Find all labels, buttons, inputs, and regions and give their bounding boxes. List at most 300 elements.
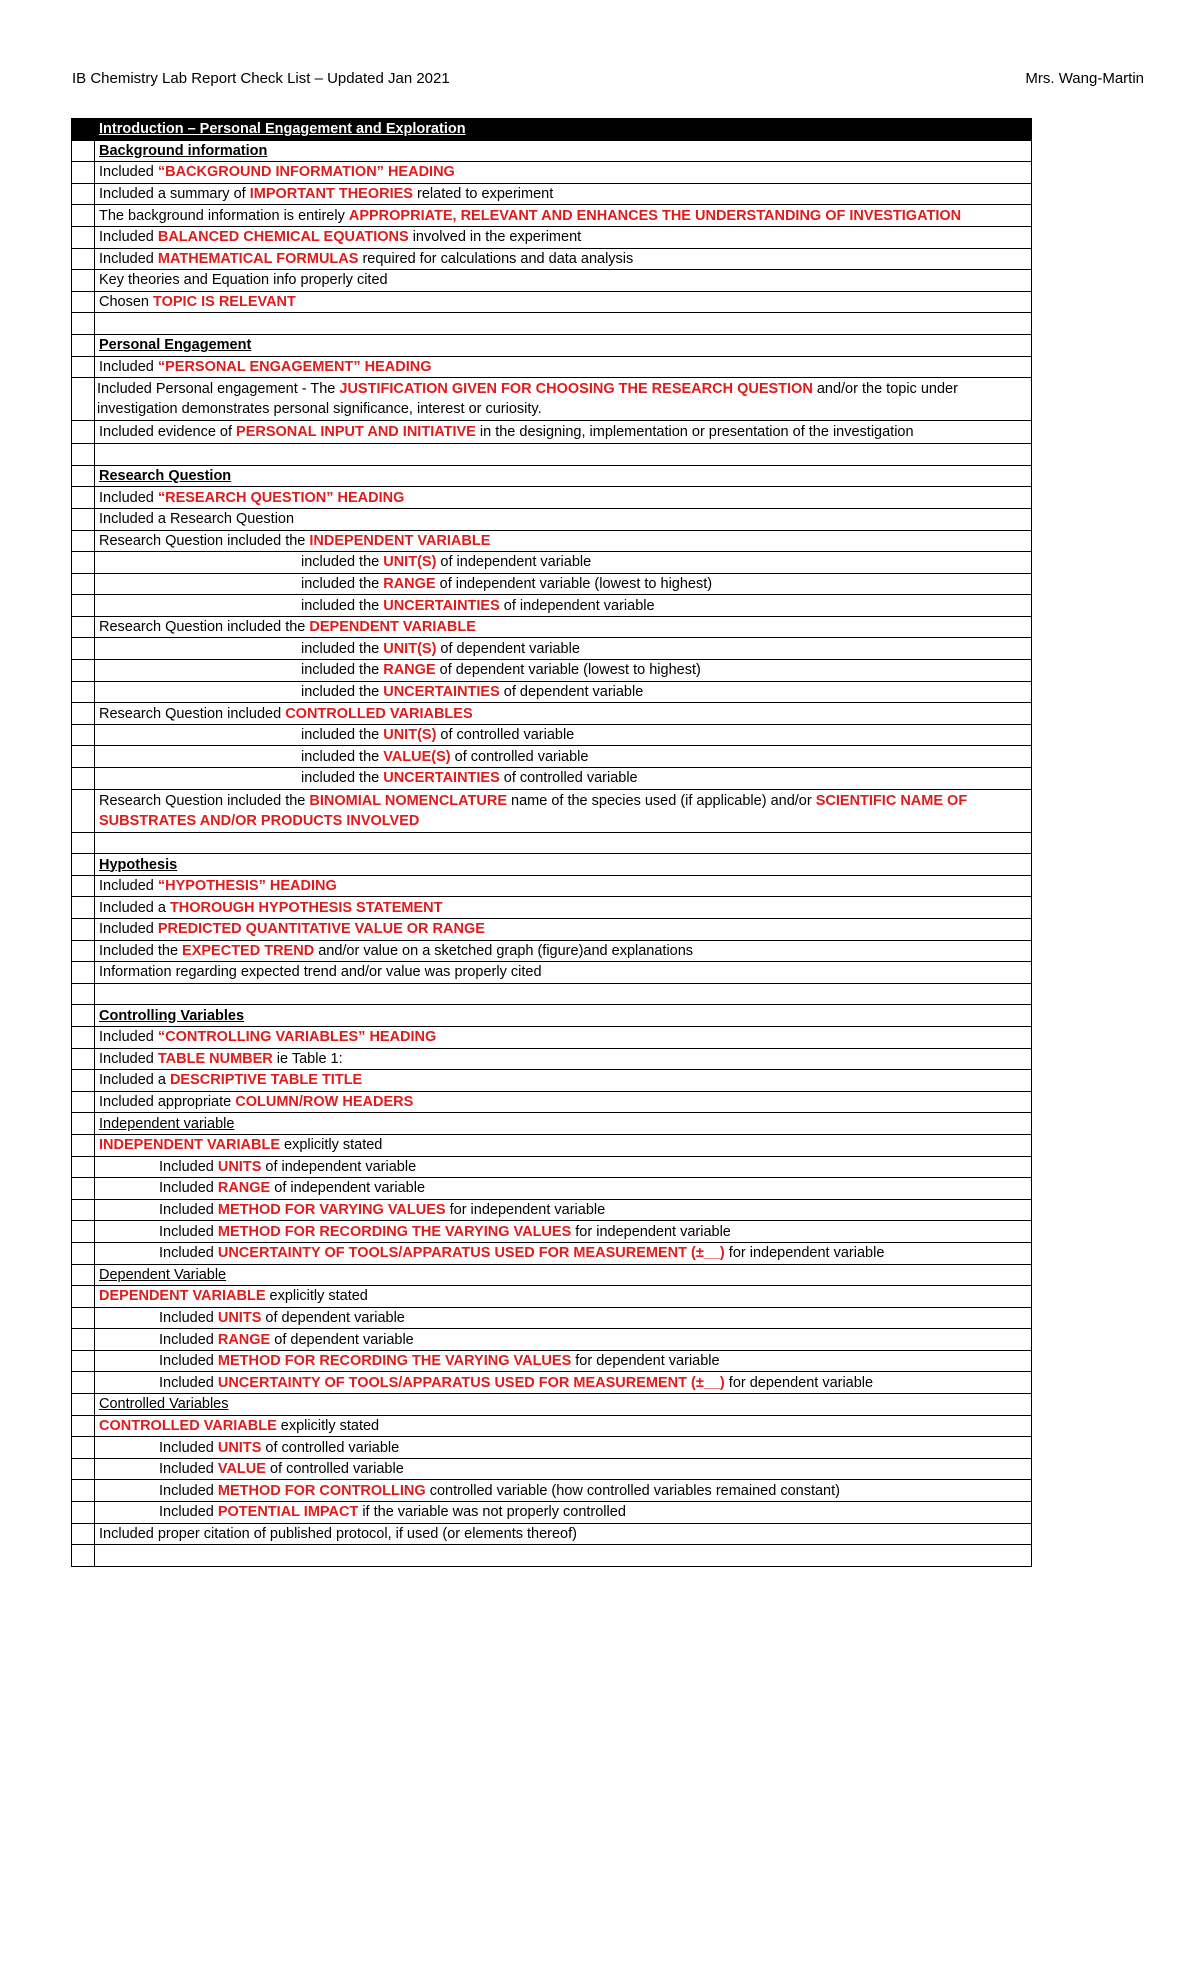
item-text: [95, 205, 1032, 227]
checkbox-cell[interactable]: [72, 789, 95, 832]
item-text: [95, 552, 1032, 574]
item-text-part: included the: [301, 770, 384, 787]
checklist-row: [72, 1156, 1032, 1178]
highlight-text: DESCRIPTIVE TABLE TITLE: [169, 1072, 363, 1089]
item-text-part: Included: [159, 1223, 218, 1240]
checklist-row: [72, 1048, 1032, 1070]
highlight-text: UNCERTAINTIES: [383, 683, 500, 700]
highlight-text: CONTROLLED VARIABLE: [99, 1417, 277, 1434]
checkbox-cell[interactable]: [72, 334, 95, 356]
checkbox-cell[interactable]: [72, 270, 95, 292]
item-text-part: of dependent variable: [499, 683, 644, 700]
checklist-table: [71, 118, 1032, 1567]
checklist-row: [72, 875, 1032, 897]
checklist-row: [72, 1178, 1032, 1200]
highlight-text: MATHEMATICAL FORMULAS: [157, 250, 359, 267]
item-text-part: explicitly stated: [276, 1417, 380, 1434]
checkbox-cell[interactable]: [72, 1480, 95, 1502]
checkbox-cell[interactable]: [72, 378, 95, 421]
item-text-part: for independent variable: [445, 1202, 606, 1219]
checkbox-cell[interactable]: [72, 248, 95, 270]
checkbox-cell[interactable]: [72, 1307, 95, 1329]
item-text-part: Included: [99, 489, 158, 506]
item-text-part: Included evidence of: [99, 424, 237, 441]
item-text-part: controlled variable (how controlled variables remained constant): [425, 1482, 840, 1499]
checklist-row: [72, 1372, 1032, 1394]
item-text-part: related to experiment: [412, 186, 554, 203]
checkbox-cell[interactable]: [72, 1091, 95, 1113]
checkbox-cell[interactable]: [72, 1329, 95, 1351]
section-title-row: [72, 140, 1032, 162]
item-text-part: Included: [159, 1482, 218, 1499]
item-text: [95, 724, 1032, 746]
item-text-part: for independent variable: [571, 1223, 731, 1240]
checklist-row: [72, 552, 1032, 574]
item-text-part: Controlling Variables: [99, 1007, 245, 1024]
item-text-part: Research Question included the: [99, 532, 310, 549]
item-text: [95, 616, 1032, 638]
checkbox-cell[interactable]: [72, 962, 95, 984]
checkbox-cell[interactable]: [72, 573, 95, 595]
checkbox-cell[interactable]: [72, 1070, 95, 1092]
item-text-part: of independent variable: [499, 597, 655, 614]
item-text: [95, 356, 1032, 378]
checkbox-cell[interactable]: [72, 1134, 95, 1156]
item-text-part: Background information: [99, 142, 268, 159]
highlight-text: THOROUGH HYPOTHESIS STATEMENT: [169, 899, 443, 916]
item-text: [95, 703, 1032, 725]
item-text: [95, 334, 1032, 356]
checklist-row: [72, 1221, 1032, 1243]
checklist-row: [72, 1523, 1032, 1545]
checkbox-cell[interactable]: [72, 724, 95, 746]
item-text: [95, 1437, 1032, 1459]
item-text: [95, 746, 1032, 768]
checklist-row: [72, 768, 1032, 790]
item-text-part: of dependent variable: [436, 640, 580, 657]
checkbox-cell[interactable]: [72, 552, 95, 574]
item-text-part: Included: [159, 1180, 218, 1197]
item-text: [95, 1026, 1032, 1048]
item-text: [95, 487, 1032, 509]
checklist-body: [72, 119, 1032, 1567]
item-text-part: included the: [301, 640, 384, 657]
checklist-row: [72, 356, 1032, 378]
item-text: [95, 291, 1032, 313]
checklist-row: [72, 183, 1032, 205]
checklist-row: [72, 487, 1032, 509]
item-text-part: of controlled variable: [450, 748, 589, 765]
checklist-row: [72, 421, 1032, 444]
checkbox-cell[interactable]: [72, 508, 95, 530]
highlight-text: UNCERTAINTIES: [383, 770, 500, 787]
item-text: [95, 465, 1032, 487]
item-text-part: The background information is entirely: [99, 207, 349, 224]
highlight-text: METHOD FOR RECORDING THE VARYING VALUES: [217, 1353, 572, 1370]
checklist-row: [72, 962, 1032, 984]
item-text-part: Chosen: [99, 294, 154, 311]
checkbox-cell[interactable]: [72, 1264, 95, 1286]
checkbox-cell[interactable]: [72, 291, 95, 313]
highlight-text: “BACKGROUND INFORMATION” HEADING: [157, 164, 455, 181]
highlight-text: IMPORTANT THEORIES: [249, 186, 413, 203]
item-text: [95, 140, 1032, 162]
checkbox-cell[interactable]: [72, 875, 95, 897]
item-text-part: Included: [99, 250, 158, 267]
checklist-row: [72, 638, 1032, 660]
item-text-part: Included: [99, 1029, 158, 1046]
item-text-part: involved in the experiment: [408, 229, 582, 246]
item-text: [95, 313, 1032, 335]
item-text-part: included the: [301, 554, 384, 571]
item-text: [95, 530, 1032, 552]
checklist-row: [72, 919, 1032, 941]
checkbox-cell[interactable]: [72, 638, 95, 660]
checklist-row: [72, 530, 1032, 552]
checkbox-cell[interactable]: [72, 940, 95, 962]
highlight-text: RANGE: [383, 662, 436, 679]
checklist-row: [72, 789, 1032, 832]
highlight-text: PERSONAL INPUT AND INITIATIVE: [236, 424, 476, 441]
item-text-part: for independent variable: [724, 1245, 885, 1262]
highlight-text: UNITS: [217, 1158, 262, 1175]
checklist-row: [72, 746, 1032, 768]
highlight-text: INDEPENDENT VARIABLE: [309, 532, 491, 549]
checklist-row: [72, 1458, 1032, 1480]
checkbox-cell[interactable]: [72, 1113, 95, 1135]
checklist-row: [72, 1307, 1032, 1329]
checkbox-cell[interactable]: [72, 1048, 95, 1070]
item-text: [95, 1178, 1032, 1200]
checklist-row: [72, 1026, 1032, 1048]
checklist-row: [72, 313, 1032, 335]
highlight-text: CONTROLLED VARIABLES: [285, 705, 473, 722]
checkbox-cell[interactable]: [72, 1199, 95, 1221]
highlight-text: DEPENDENT VARIABLE: [99, 1288, 266, 1305]
highlight-text: JUSTIFICATION GIVEN FOR CHOOSING THE RESEARCH QUESTION: [339, 381, 813, 398]
item-text: [95, 660, 1032, 682]
item-text-part: Included: [159, 1331, 218, 1348]
highlight-text: BALANCED CHEMICAL EQUATIONS: [157, 229, 409, 246]
item-text: [95, 854, 1032, 876]
highlight-text: SCIENTIFIC NAME OF SUBSTRATES AND/OR PRODUCTS INVOLVED: [99, 792, 968, 829]
checklist-row: [72, 573, 1032, 595]
highlight-text: TABLE NUMBER: [157, 1050, 273, 1067]
highlight-text: “HYPOTHESIS” HEADING: [157, 878, 337, 895]
section-title-row: [72, 1005, 1032, 1027]
checkbox-cell[interactable]: [72, 1458, 95, 1480]
highlight-text: INDEPENDENT VARIABLE: [99, 1137, 280, 1154]
checkbox-cell: [72, 119, 95, 141]
checklist-row: [72, 1350, 1032, 1372]
item-text-part: of controlled variable: [436, 727, 575, 744]
checkbox-cell[interactable]: [72, 1523, 95, 1545]
item-text: [95, 875, 1032, 897]
item-text: [95, 919, 1032, 941]
checkbox-cell[interactable]: [72, 595, 95, 617]
checkbox-cell[interactable]: [72, 140, 95, 162]
item-text-part: Hypothesis: [99, 856, 178, 873]
highlight-text: METHOD FOR VARYING VALUES: [217, 1202, 446, 1219]
item-text-part: required for calculations and data analysis: [358, 250, 634, 267]
item-text-part: Included the: [99, 942, 183, 959]
checklist-row: [72, 1264, 1032, 1286]
item-text-part: included the: [301, 597, 384, 614]
highlight-text: “PERSONAL ENGAGEMENT” HEADING: [157, 358, 432, 375]
item-text-part: Included: [99, 358, 158, 375]
item-text-part: Included: [159, 1461, 218, 1478]
item-text: [95, 1005, 1032, 1027]
item-text-part: Included: [159, 1202, 218, 1219]
highlight-text: VALUE: [217, 1461, 266, 1478]
checkbox-cell[interactable]: [72, 356, 95, 378]
checklist-row: [72, 595, 1032, 617]
highlight-text: “CONTROLLING VARIABLES” HEADING: [157, 1029, 437, 1046]
checklist-row: [72, 1394, 1032, 1416]
item-text: [95, 1329, 1032, 1351]
item-text: [95, 983, 1032, 1005]
checkbox-cell[interactable]: [72, 983, 95, 1005]
item-text: [95, 1286, 1032, 1308]
item-text-part: and/or the topic under investigation demonstrates personal significance, interest or curiosity.: [97, 381, 958, 418]
item-text-part: of controlled variable: [265, 1461, 404, 1478]
item-text-part: Included a: [99, 899, 170, 916]
checklist-row: [72, 1545, 1032, 1567]
item-text: [95, 1242, 1032, 1264]
checklist-row: [72, 724, 1032, 746]
item-text: [95, 226, 1032, 248]
item-text-part: ie Table 1:: [272, 1050, 343, 1067]
item-text-part: Included: [159, 1439, 218, 1456]
item-text: [95, 962, 1032, 984]
highlight-text: BINOMIAL NOMENCLATURE: [309, 792, 508, 809]
item-text: [95, 1372, 1032, 1394]
item-text-part: included the: [301, 662, 384, 679]
item-text: [95, 1502, 1032, 1524]
item-text-part: Controlled Variables: [99, 1396, 229, 1413]
checklist-row: [72, 897, 1032, 919]
section-header-row: [72, 119, 1032, 141]
checklist-row: [72, 248, 1032, 270]
item-text: [95, 1199, 1032, 1221]
highlight-text: UNCERTAINTIES: [383, 597, 500, 614]
checkbox-cell[interactable]: [72, 421, 95, 444]
checkbox-cell[interactable]: [72, 313, 95, 335]
item-text-part: Independent variable: [99, 1115, 235, 1132]
checkbox-cell[interactable]: [72, 746, 95, 768]
checkbox-cell[interactable]: [72, 681, 95, 703]
item-text-part: Research Question included the: [99, 619, 310, 636]
section-title-row: [72, 334, 1032, 356]
item-text-part: of independent variable (lowest to highest): [435, 575, 713, 592]
checkbox-cell[interactable]: [72, 1502, 95, 1524]
item-text-part: Research Question included: [99, 705, 286, 722]
checkbox-cell[interactable]: [72, 1437, 95, 1459]
item-text: [95, 1134, 1032, 1156]
item-text-part: Research Question included the: [99, 792, 310, 809]
section-title-row: [72, 854, 1032, 876]
checklist-row: [72, 1415, 1032, 1437]
item-text: [95, 768, 1032, 790]
item-text-part: Key theories and Equation info properly cited: [99, 272, 388, 289]
checklist-row: [72, 703, 1032, 725]
item-text-part: Introduction – Personal Engagement and Exploration: [99, 121, 466, 138]
checkbox-cell[interactable]: [72, 465, 95, 487]
item-text-part: of dependent variable: [270, 1331, 414, 1348]
item-text-part: Included: [159, 1374, 218, 1391]
item-text-part: Included: [99, 878, 158, 895]
checkbox-cell[interactable]: [72, 487, 95, 509]
highlight-text: UNIT(S): [383, 727, 437, 744]
highlight-text: COLUMN/ROW HEADERS: [235, 1094, 414, 1111]
highlight-text: VALUE(S): [383, 748, 451, 765]
item-text-part: Included: [99, 229, 158, 246]
item-text: [95, 1394, 1032, 1416]
checkbox-cell[interactable]: [72, 1545, 95, 1567]
item-text: [95, 444, 1032, 466]
item-text-part: Included: [99, 1050, 158, 1067]
item-text: [95, 595, 1032, 617]
checkbox-cell[interactable]: [72, 1005, 95, 1027]
item-text: [95, 1091, 1032, 1113]
item-text: [95, 638, 1032, 660]
item-text-part: Included a: [99, 1072, 170, 1089]
checkbox-cell[interactable]: [72, 1372, 95, 1394]
checkbox-cell[interactable]: [72, 1178, 95, 1200]
checklist-row: [72, 1091, 1032, 1113]
checkbox-cell[interactable]: [72, 1350, 95, 1372]
highlight-text: METHOD FOR CONTROLLING: [217, 1482, 426, 1499]
item-text-part: of dependent variable (lowest to highest): [435, 662, 701, 679]
highlight-text: UNITS: [217, 1439, 262, 1456]
checklist-row: [72, 205, 1032, 227]
author-name: Mrs. Wang-Martin: [1025, 70, 1144, 87]
highlight-text: RANGE: [383, 575, 436, 592]
checkbox-cell[interactable]: [72, 832, 95, 854]
checkbox-cell[interactable]: [72, 854, 95, 876]
item-text: [95, 378, 1032, 421]
highlight-text: UNIT(S): [383, 554, 437, 571]
checkbox-cell[interactable]: [72, 205, 95, 227]
highlight-text: PREDICTED QUANTITATIVE VALUE OR RANGE: [157, 921, 485, 938]
item-text: [95, 1221, 1032, 1243]
checklist-row: [72, 1480, 1032, 1502]
checklist-row: [72, 832, 1032, 854]
checkbox-cell[interactable]: [72, 530, 95, 552]
item-text: [95, 1048, 1032, 1070]
checkbox-cell[interactable]: [72, 768, 95, 790]
item-text: [95, 681, 1032, 703]
checklist-row: [72, 1113, 1032, 1135]
item-text: [95, 1070, 1032, 1092]
item-text: [95, 1350, 1032, 1372]
highlight-text: APPROPRIATE, RELEVANT AND ENHANCES THE UNDERSTANDING OF INVESTIGATION: [348, 207, 962, 224]
highlight-text: RANGE: [217, 1331, 271, 1348]
checklist-row: [72, 1502, 1032, 1524]
checklist-row: [72, 1329, 1032, 1351]
checkbox-cell[interactable]: [72, 1242, 95, 1264]
item-text-part: included the: [301, 748, 384, 765]
document-title: IB Chemistry Lab Report Check List – Updated Jan 2021: [72, 70, 450, 87]
checklist-row: [72, 681, 1032, 703]
checklist-row: [72, 1070, 1032, 1092]
item-text-part: and/or value on a sketched graph (figure)and explanations: [314, 942, 694, 959]
checkbox-cell[interactable]: [72, 897, 95, 919]
item-text: [95, 508, 1032, 530]
checklist-row: [72, 940, 1032, 962]
checklist-row: [72, 1286, 1032, 1308]
checkbox-cell[interactable]: [72, 703, 95, 725]
item-text: [95, 1545, 1032, 1567]
checklist-row: [72, 1199, 1032, 1221]
item-text: [95, 421, 1032, 444]
item-text: [95, 897, 1032, 919]
section-title-row: [72, 465, 1032, 487]
checkbox-cell[interactable]: [72, 1156, 95, 1178]
item-text: [95, 270, 1032, 292]
item-text-part: Included Personal engagement - The: [97, 381, 340, 398]
item-text-part: included the: [301, 575, 384, 592]
item-text: [95, 1307, 1032, 1329]
highlight-text: UNIT(S): [383, 640, 437, 657]
item-text-part: explicitly stated: [265, 1288, 368, 1305]
item-text-part: Dependent Variable: [99, 1266, 227, 1283]
checkbox-cell[interactable]: [72, 919, 95, 941]
checkbox-cell[interactable]: [72, 1026, 95, 1048]
item-text: [95, 940, 1032, 962]
item-text-part: if the variable was not properly controlled: [358, 1504, 626, 1521]
checklist-row: [72, 444, 1032, 466]
item-text-part: Included: [159, 1504, 218, 1521]
item-text-part: Included a summary of: [99, 186, 250, 203]
item-text-part: of independent variable: [261, 1158, 417, 1175]
checkbox-cell[interactable]: [72, 183, 95, 205]
checklist-row: [72, 1437, 1032, 1459]
item-text: [95, 162, 1032, 184]
item-text-part: in the designing, implementation or presentation of the investigation: [475, 424, 914, 441]
checkbox-cell[interactable]: [72, 162, 95, 184]
checklist-row: [72, 660, 1032, 682]
item-text-part: Included: [99, 164, 158, 181]
checkbox-cell[interactable]: [72, 1415, 95, 1437]
item-text-part: Included: [159, 1245, 218, 1262]
item-text-part: of independent variable: [436, 554, 592, 571]
highlight-text: “RESEARCH QUESTION” HEADING: [157, 489, 405, 506]
checkbox-cell[interactable]: [72, 226, 95, 248]
item-text-part: of dependent variable: [261, 1309, 405, 1326]
item-text: [95, 183, 1032, 205]
checkbox-cell[interactable]: [72, 1394, 95, 1416]
item-text: [95, 1415, 1032, 1437]
item-text-part: included the: [301, 727, 384, 744]
item-text-part: of independent variable: [270, 1180, 426, 1197]
checkbox-cell[interactable]: [72, 1286, 95, 1308]
item-text-part: Included: [159, 1309, 218, 1326]
checkbox-cell[interactable]: [72, 444, 95, 466]
checklist-row: [72, 162, 1032, 184]
item-text-part: Included: [159, 1158, 218, 1175]
checkbox-cell[interactable]: [72, 660, 95, 682]
checkbox-cell[interactable]: [72, 1221, 95, 1243]
highlight-text: UNCERTAINTY OF TOOLS/APPARATUS USED FOR MEASUREMENT (±__): [217, 1245, 725, 1262]
item-text-part: of controlled variable: [499, 770, 638, 787]
item-text-part: Included: [99, 921, 158, 938]
highlight-text: RANGE: [217, 1180, 271, 1197]
highlight-text: UNITS: [217, 1309, 262, 1326]
item-text-part: Information regarding expected trend and/or value was properly cited: [99, 964, 542, 981]
checkbox-cell[interactable]: [72, 616, 95, 638]
checklist-row: [72, 983, 1032, 1005]
